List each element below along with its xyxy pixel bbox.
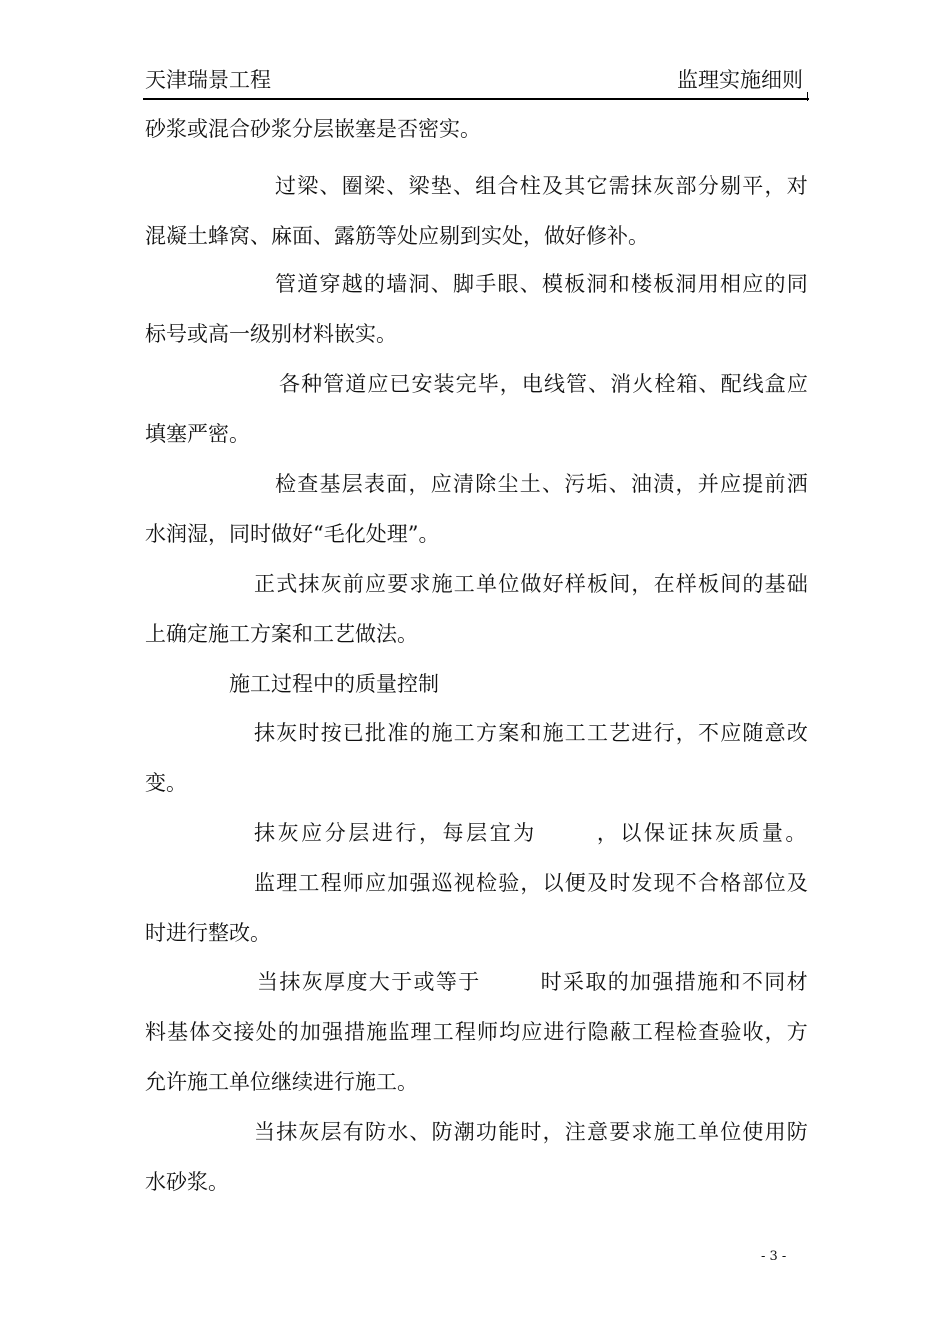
paragraph-line: [254, 819, 809, 847]
section-heading: 施工过程中的质量控制: [229, 672, 439, 696]
paragraph-line: 上确定施工方案和工艺做法。: [145, 622, 418, 646]
paragraph-line: 过梁、圈梁、梁垫、组合柱及其它需抹灰部分剔平，对: [275, 174, 809, 198]
paragraph-line: [257, 968, 809, 996]
paragraph-line: 时进行整改。: [145, 921, 271, 945]
paragraph-line: 监理工程师应加强巡视检验，以便及时发现不合格部位及: [254, 871, 809, 895]
header-rule-tick: [807, 92, 808, 101]
paragraph-line: 料基体交接处的加强措施监理工程师均应进行隐蔽工程检查验收，方: [145, 1020, 809, 1044]
paragraph-line: 允许施工单位继续进行施工。: [145, 1070, 418, 1094]
paragraph-line: 当抹灰层有防水、防潮功能时，注意要求施工单位使用防: [254, 1120, 809, 1144]
paragraph-line: 混凝土蜂窝、麻面、露筋等处应剔到实处，做好修补。: [145, 224, 649, 248]
page-header: [145, 62, 809, 98]
paragraph-line: 填塞严密。: [145, 422, 250, 446]
text-run: 当抹灰厚度大于或等于: [257, 970, 481, 994]
header-rule: [143, 98, 809, 100]
paragraph-line: 正式抹灰前应要求施工单位做好样板间，在样板间的基础: [254, 572, 809, 596]
paragraph-line: 砂浆或混合砂浆分层嵌塞是否密实。: [145, 117, 481, 141]
text-run: ，以保证抹灰质量。: [596, 821, 809, 845]
paragraph-line: 水砂浆。: [145, 1170, 229, 1194]
paragraph-line: 管道穿越的墙洞、脚手眼、模板洞和楼板洞用相应的同: [275, 272, 809, 296]
paragraph-line: 抹灰时按已批准的施工方案和施工工艺进行，不应随意改: [254, 721, 809, 745]
text-run: 抹灰应分层进行，每层宜为: [254, 821, 537, 845]
paragraph-line: 各种管道应已安装完毕，电线管、消火栓箱、配线盒应: [279, 372, 809, 396]
page-number: - 3 -: [761, 1249, 787, 1264]
paragraph-line: 变。: [145, 771, 187, 795]
header-document-title: 监理实施细则: [677, 68, 803, 92]
paragraph-line: 检查基层表面，应清除尘土、污垢、油渍，并应提前洒: [275, 472, 809, 496]
paragraph-line: 标号或高一级别材料嵌实。: [145, 322, 397, 346]
paragraph-line: 水润湿，同时做好“毛化处理”。: [145, 522, 440, 546]
text-run: 时采取的加强措施和不同材: [540, 970, 809, 994]
header-project-name: 天津瑞景工程: [145, 68, 271, 92]
